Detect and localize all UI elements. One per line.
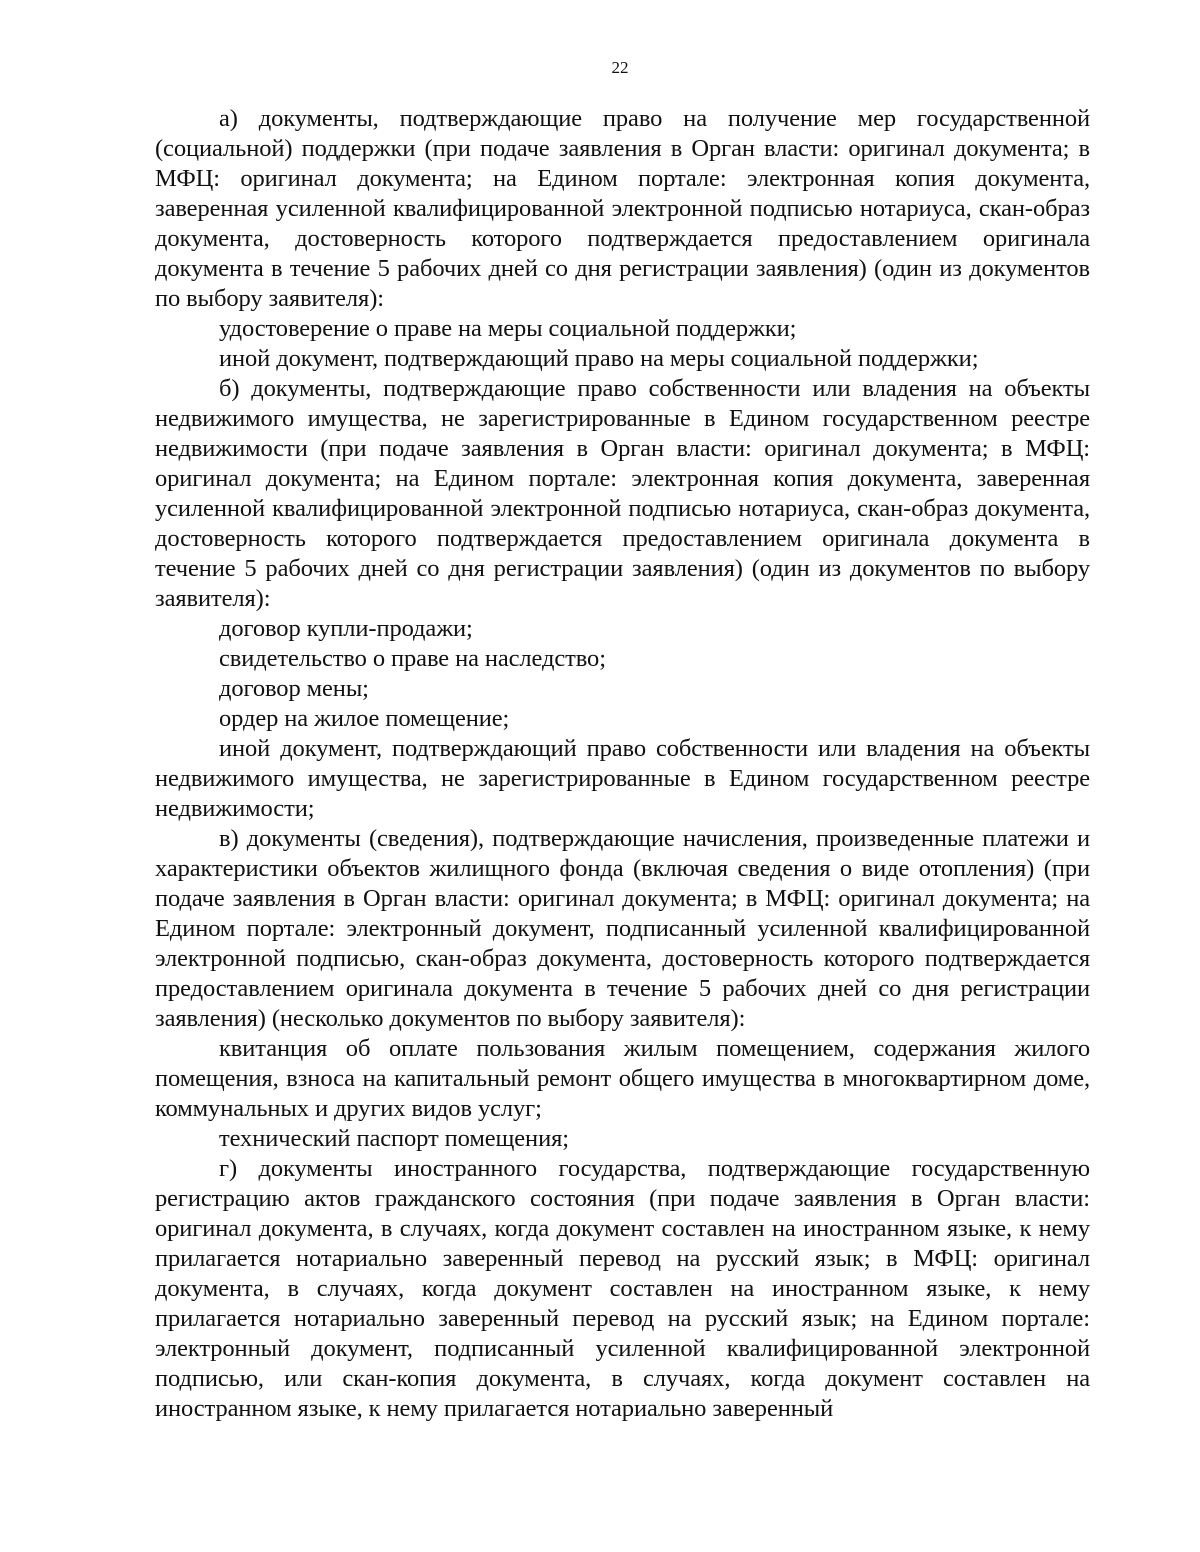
- paragraph-a-item-2: иной документ, подтверждающий право на меры социальной поддержки;: [219, 345, 979, 372]
- paragraph-b: б) документы, подтверждающие право собственности или владения на объекты недвижимого имущества, не зарегистрированные в Едином государственном реестре недвижимости (при подаче заявления в Орган власти: оригинал документа; в МФЦ: оригинал документа; на Едином портале: электронная копия документа, заверенная усиленной квалифицированной электронной подписью нотариуса, скан-образ документа, достоверность которого подтверждается предоставлением оригинала документа в течение 5 рабочих дней со дня регистрации заявления) (один из документов по выбору заявителя):: [155, 375, 1090, 612]
- paragraph-v-item-2: технический паспорт помещения;: [219, 1125, 569, 1152]
- page-number: 22: [611, 58, 629, 77]
- paragraph-b-item-5: иной документ, подтверждающий право собственности или владения на объекты недвижимого имущества, не зарегистрированные в Едином государственном реестре недвижимости;: [155, 735, 1090, 822]
- paragraph-b-item-3: договор мены;: [219, 675, 369, 702]
- paragraph-v-item-1: квитанция об оплате пользования жилым помещением, содержания жилого помещения, взноса на капитальный ремонт общего имущества в многоквартирном доме, коммунальных и других видов услуг;: [155, 1035, 1090, 1122]
- paragraph-v: в) документы (сведения), подтверждающие начисления, произведенные платежи и характеристики объектов жилищного фонда (включая сведения о виде отопления) (при подаче заявления в Орган власти: оригинал документа; в МФЦ: оригинал документа; на Едином портале: электронный документ, подписанный усиленной квалифицированной электронной подписью, скан-образ документа, достоверность которого подтверждается предоставлением оригинала документа в течение 5 рабочих дней со дня регистрации заявления) (несколько документов по выбору заявителя):: [155, 825, 1090, 1032]
- document-body: [155, 104, 1090, 1424]
- paragraph-b-item-1: договор купли-продажи;: [219, 615, 473, 642]
- paragraph-b-item-2: свидетельство о праве на наследство;: [219, 645, 606, 672]
- paragraph-a-item-1: удостоверение о праве на меры социальной поддержки;: [219, 315, 797, 342]
- paragraph-b-item-4: ордер на жилое помещение;: [219, 705, 510, 732]
- paragraph-a: а) документы, подтверждающие право на получение мер государственной (социальной) поддержки (при подаче заявления в Орган власти: оригинал документа; в МФЦ: оригинал документа; на Едином портале: электронная копия документа, заверенная усиленной квалифицированной электронной подписью нотариуса, скан-образ документа, достоверность которого подтверждается предоставлением оригинала документа в течение 5 рабочих дней со дня регистрации заявления) (один из документов по выбору заявителя):: [155, 105, 1090, 312]
- paragraph-g: г) документы иностранного государства, подтверждающие государственную регистрацию актов гражданского состояния (при подаче заявления в Орган власти: оригинал документа, в случаях, когда документ составлен на иностранном языке, к нему прилагается нотариально заверенный перевод на русский язык; в МФЦ: оригинал документа, в случаях, когда документ составлен на иностранном языке, к нему прилагается нотариально заверенный перевод на русский язык; на Едином портале: электронный документ, подписанный усиленной квалифицированной электронной подписью, или скан-копия документа, в случаях, когда документ составлен на иностранном языке, к нему прилагается нотариально заверенный: [155, 1155, 1090, 1422]
